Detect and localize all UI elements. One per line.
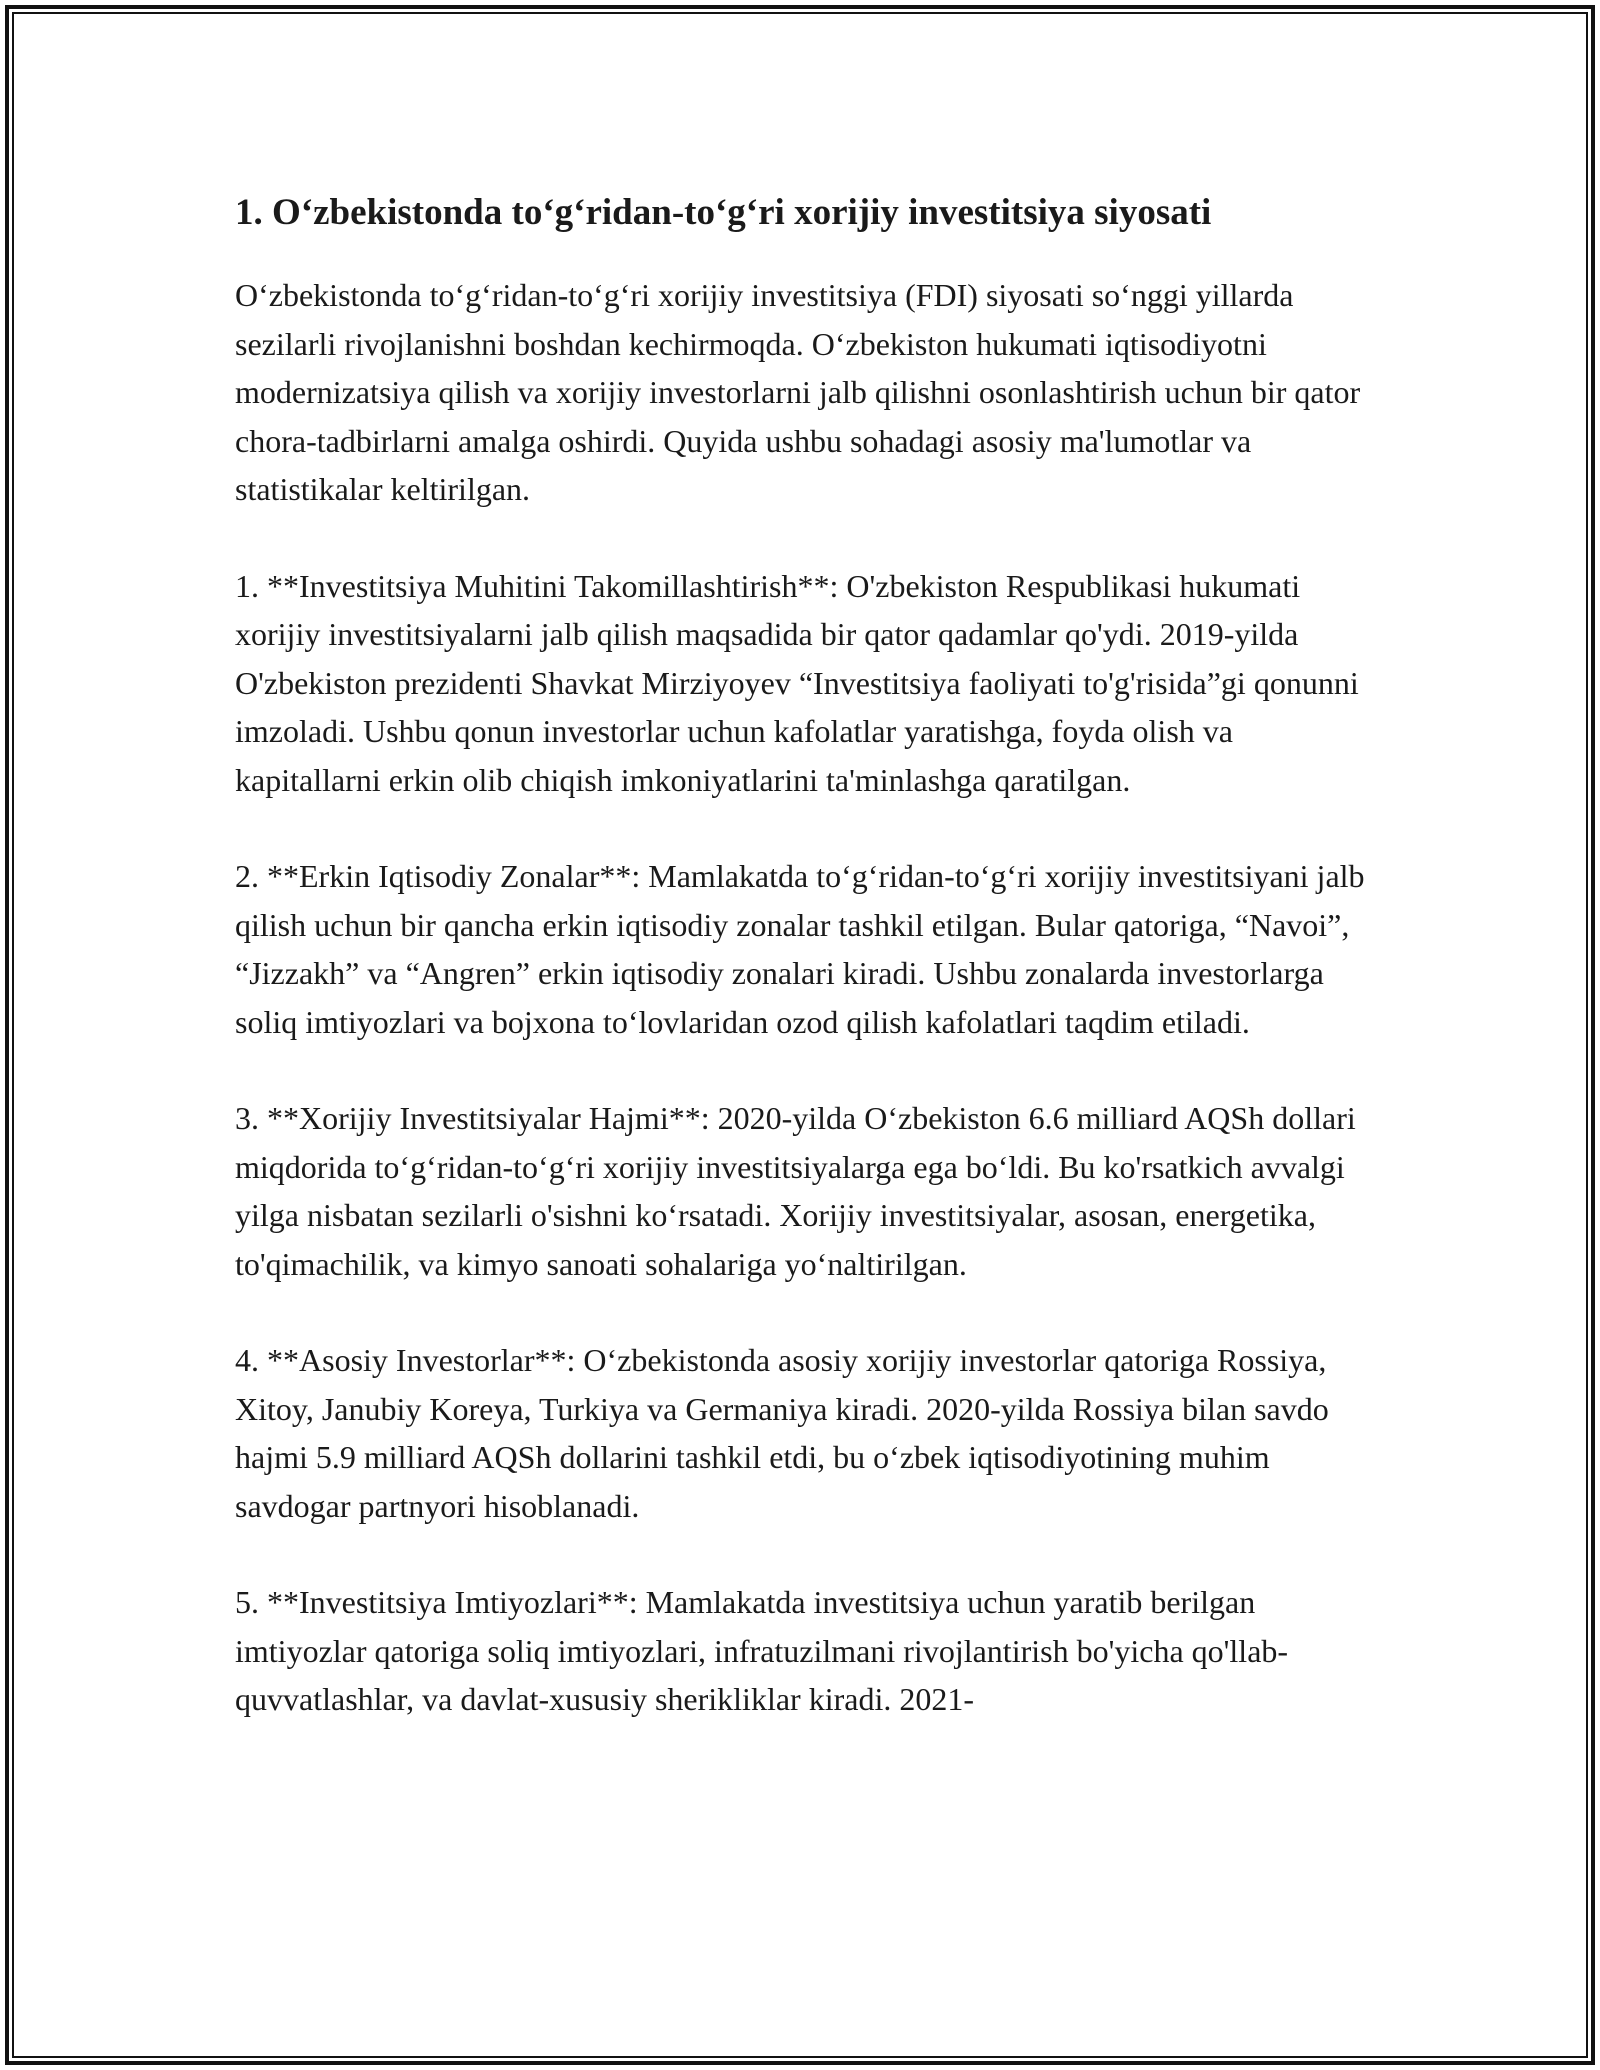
section-heading: 1. O‘zbekistonda to‘g‘ridan-to‘g‘ri xorijiy investitsiya siyosati <box>235 192 1212 233</box>
paragraph-investment-environment: 1. **Investitsiya Muhitini Takomillashtirish**: O'zbekiston Respublikasi hukumati xorijiy investitsiyalarni jalb qilish maqsadida bir qator qadamlar qo'ydi. 2019-yilda O'zbekiston prezidenti Shavkat Mirziyoyev “Investitsiya faoliyati to'g'risida”gi qonunni imzoladi. Ushbu qonun investorlar uchun kafolatlar yaratishga, foyda olish va kapitallarni erkin olib chiqish imkoniyatlarini ta'minlashga qaratilgan. <box>235 567 1359 798</box>
document-body <box>235 185 1385 1772</box>
paragraph-free-economic-zones: 2. **Erkin Iqtisodiy Zonalar**: Mamlakatda to‘g‘ridan-to‘g‘ri xorijiy investitsiyani jalb qilish uchun bir qancha erkin iqtisodiy zonalar tashkil etilgan. Bular qatoriga, “Navoi”, “Jizzakh” va “Angren” erkin iqtisodiy zonalari kiradi. Ushbu zonalarda investorlarga soliq imtiyozlari va bojxona to‘lovlaridan ozod qilish kafolatlari taqdim etiladi. <box>235 858 1365 1040</box>
paragraph-investment-incentives: 5. **Investitsiya Imtiyozlari**: Mamlakatda investitsiya uchun yaratib berilgan imtiyozlar qatoriga soliq imtiyozlari, infratuzilmani rivojlantirish bo'yicha qo'llab-quvvatlashlar, va davlat-xususiy sherikliklar kiradi. 2021- <box>235 1584 1289 1717</box>
paragraph-main-investors: 4. **Asosiy Investorlar**: O‘zbekistonda asosiy xorijiy investorlar qatoriga Rossiya, Xitoy, Janubiy Koreya, Turkiya va Germaniya kiradi. 2020-yilda Rossiya bilan savdo hajmi 5.9 milliard AQSh dollarini tashkil etdi, bu o‘zbek iqtisodiyotining muhim savdogar partnyori hisoblanadi. <box>235 1342 1329 1524</box>
paragraph-foreign-investment-volume: 3. **Xorijiy Investitsiyalar Hajmi**: 2020-yilda O‘zbekiston 6.6 milliard AQSh dollari miqdorida to‘g‘ridan-to‘g‘ri xorijiy investitsiyalarga ega bo‘ldi. Bu ko'rsatkich avvalgi yilga nisbatan sezilarli o'sishni ko‘rsatadi. Xorijiy investitsiyalar, asosan, energetika, to'qimachilik, va kimyo sanoati sohalariga yo‘naltirilgan. <box>235 1100 1356 1282</box>
intro-paragraph: O‘zbekistonda to‘g‘ridan-to‘g‘ri xorijiy investitsiya (FDI) siyosati so‘nggi yillarda sezilarli rivojlanishni boshdan kechirmoqda. O‘zbekiston hukumati iqtisodiyotni modernizatsiya qilish va xorijiy investorlarni jalb qilishni osonlashtirish uchun bir qator chora-tadbirlarni amalga oshirdi. Quyida ushbu sohadagi asosiy ma'lumotlar va statistikalar keltirilgan. <box>235 277 1361 507</box>
